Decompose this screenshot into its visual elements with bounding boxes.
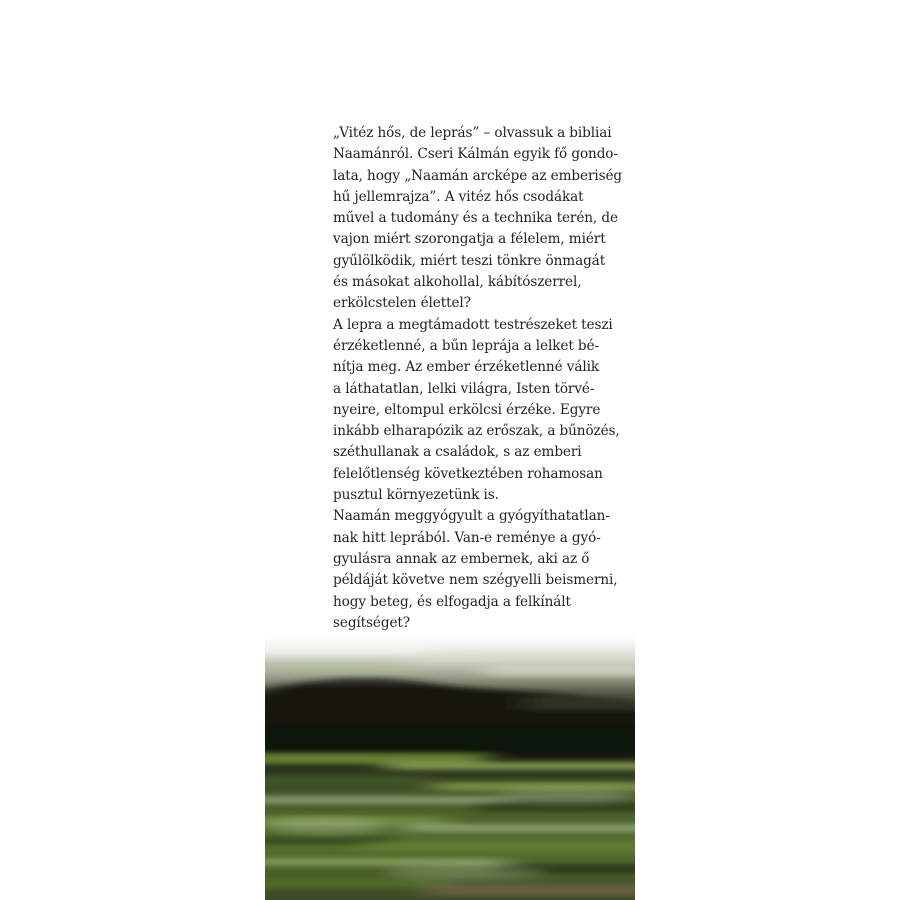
body-text [333, 123, 623, 634]
text-line: érzéketlenné, a bűn leprája a lelket bé- [333, 337, 599, 354]
text-line: nyeire, eltompul erkölcsi érzéke. Egyre [333, 401, 601, 418]
text-line: nítja meg. Az ember érzéketlenné válik [333, 359, 599, 376]
text-line: és másokat alkohollal, kábítószerrel, [333, 274, 582, 291]
text-line: hogy beteg, és elfogadja a felkínált [333, 593, 571, 610]
text-line: művel a tudomány és a technika terén, de [333, 210, 618, 227]
text-line: inkább elharapózik az erőszak, a bűnözés, [333, 423, 620, 440]
text-line: felelőtlenség következtében rohamosan [333, 465, 603, 482]
photo-graphic [265, 636, 635, 900]
text-line: gyulásra annak az embernek, aki az ő [333, 550, 590, 567]
text-line: gyűlölködik, miért teszi tönkre önmagát [333, 252, 606, 269]
text-line: pusztul környezetünk is. [333, 487, 499, 504]
text-line: A lepra a megtámadott testrészeket teszi [333, 316, 613, 333]
text-line: a láthatatlan, lelki világra, Isten törvé- [333, 380, 595, 397]
text-line: nak hitt leprából. Van-e reménye a gyó- [333, 529, 601, 546]
text-line: Naamán meggyógyult a gyógyíthatatlan- [333, 508, 610, 525]
text-line: Naamánról. Cseri Kálmán egyik fő gondo- [333, 146, 618, 163]
text-line: segítséget? [333, 614, 410, 631]
text-line: példáját követve nem szégyelli beismerni, [333, 572, 618, 589]
blurred-landscape-photo [265, 636, 635, 900]
text-line: erkölcstelen élettel? [333, 295, 471, 312]
text-line: „Vitéz hős, de leprás” – olvassuk a bibliai [333, 125, 612, 141]
text-line: széthullanak a családok, s az emberi [333, 444, 582, 461]
text-line: hű jellemrajza”. A vitéz hős csodákat [333, 188, 584, 205]
text-line: vajon miért szorongatja a félelem, miért [333, 231, 606, 248]
text-line: lata, hogy „Naamán arcképe az emberiség [333, 167, 623, 184]
